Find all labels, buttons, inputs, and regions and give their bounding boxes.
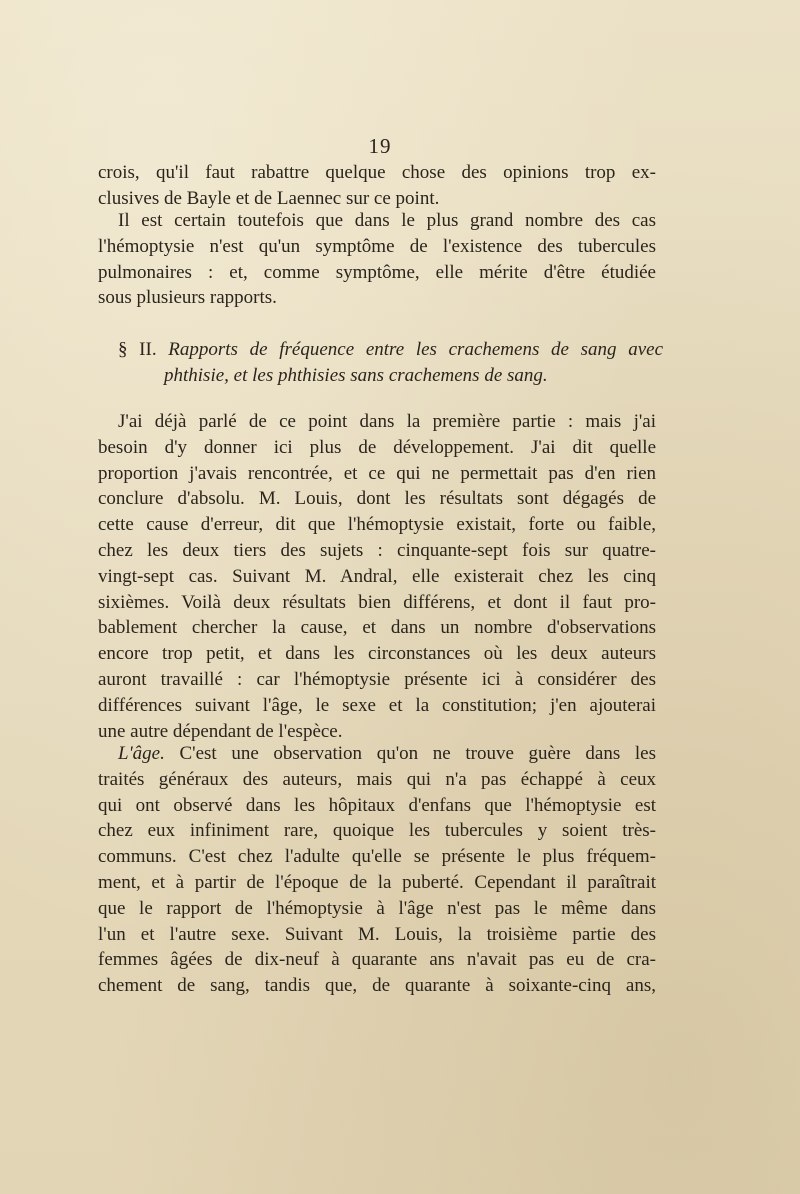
text-line: Il est certain toutefois que dans le plus grand nombre des cas [118,210,656,231]
text-line: sixièmes. Voilà deux résultats bien différens, et dont il faut pro- [98,591,656,613]
paragraph-1 [98,160,656,212]
text-line: J'ai déjà parlé de ce point dans la première partie : mais j'ai [118,411,656,432]
text-line: une autre dépendant de l'espèce. [98,720,343,742]
page-number: 19 [368,134,392,158]
text-line: auront travaillé : car l'hémoptysie présente ici à considérer des [98,668,656,690]
text-line: traités généraux des auteurs, mais qui n'a pas échappé à ceux [98,768,656,790]
text-line: qui ont observé dans les hôpitaux d'enfans que l'hémoptysie est [98,794,656,816]
text-line: l'hémoptysie n'est qu'un symptôme de l'existence des tubercules [98,235,656,257]
text-line: chez eux infiniment rare, quoique les tubercules y soient très- [98,820,656,842]
text-line [98,741,656,767]
paragraph-4 [98,741,656,999]
section-heading-line-2 [98,363,663,389]
section-marker: § II. [118,339,157,360]
text-line: femmes âgées de dix-neuf à quarante ans n'avait pas eu de cra- [98,949,656,971]
paragraph-2 [98,208,656,311]
text-line: encore trop petit, et dans les circonstances où les deux auteurs [98,643,656,665]
text-line: cette cause d'erreur, dit que l'hémoptysie existait, forte ou faible, [98,514,656,536]
first-line-rest: C'est une observation qu'on ne trouve guère dans les [164,743,656,764]
text-line: que le rapport de l'hémoptysie à l'âge n'est pas le même dans [98,897,656,919]
text-line: clusives de Bayle et de Laennec sur ce point. [98,187,440,209]
paragraph-3 [98,409,656,744]
text-line: bablement chercher la cause, et dans un nombre d'observations [98,617,656,639]
text-line: chement de sang, tandis que, de quarante à soixante-cinq ans, [98,975,656,997]
text-line: conclure d'absolu. M. Louis, dont les résultats sont dégagés de [98,488,656,510]
text-line: communs. C'est chez l'adulte qu'elle se présente le plus fréquem- [98,846,656,868]
text-line: ment, et à partir de l'époque de la puberté. Cependant il paraîtrait [98,871,656,893]
text-line: pulmonaires : et, comme symptôme, elle mérite d'être étudiée [98,261,656,283]
section-title-part-1: Rapports de fréquence entre les crachemens de sang avec [168,339,663,360]
section-heading [98,337,663,389]
section-title-part-2: phthisie, et les phthisies sans crachemens de sang. [164,365,548,386]
text-line: sous plusieurs rapports. [98,287,277,309]
text-line: besoin d'y donner ici plus de développement. J'ai dit quelle [98,436,656,458]
section-heading-line-1 [98,337,663,363]
text-line: chez les deux tiers des sujets : cinquante-sept fois sur quatre- [98,539,656,561]
text-line: proportion j'avais rencontrée, et ce qui ne permettait pas d'en rien [98,462,656,484]
text-line: crois, qu'il faut rabattre quelque chose des opinions trop ex- [98,162,656,183]
text-line: vingt-sept cas. Suivant M. Andral, elle existerait chez les cinq [98,565,656,587]
text-line: différences suivant l'âge, le sexe et la constitution; j'en ajouterai [98,694,656,716]
paragraph-lead-italic: L'âge. [118,743,165,764]
text-line: l'un et l'autre sexe. Suivant M. Louis, la troisième partie des [98,923,656,945]
